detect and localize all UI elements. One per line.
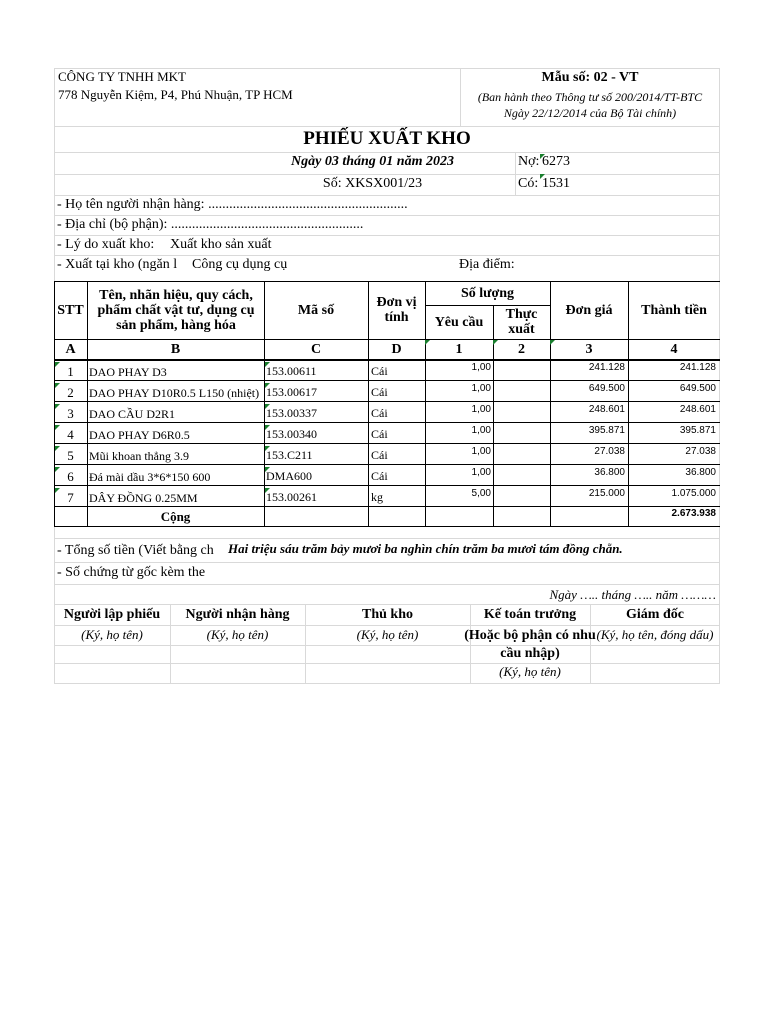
row-stt: 5	[67, 448, 74, 463]
row-item-code: 153.00611	[266, 364, 317, 378]
row-qty-requested: 1,00	[471, 404, 491, 415]
credit-account: 1531	[542, 176, 570, 191]
storekeeper-title: Thủ kho	[362, 607, 413, 622]
row-item-code: DMA600	[266, 469, 313, 483]
row-unit-price: 248.601	[588, 404, 625, 415]
comment-marker	[55, 362, 60, 367]
receiver-note: (Ký, họ tên)	[206, 627, 269, 642]
director-note: (Ký, họ tên, đóng dấu)	[596, 627, 714, 642]
comment-marker	[540, 154, 545, 159]
address-field: - Địa chỉ (bộ phận): .......................................................	[57, 217, 364, 232]
debit-label: Nợ:	[518, 154, 540, 169]
row-amount: 649.500	[679, 383, 716, 394]
col-key: D	[391, 342, 402, 357]
col-header-name: Tên, nhãn hiệu, quy cách, phẩm chất vật tư, dụng cụ sản phẩm, hàng hóa	[97, 287, 255, 333]
receiver-title: Người nhận hàng	[185, 607, 290, 622]
col-key: B	[170, 342, 181, 357]
row-unit-price: 27.038	[594, 446, 625, 457]
accountant-note: (Ký, họ tên)	[499, 664, 561, 679]
amount-words-label: - Tổng số tiền (Viết bằng ch	[57, 543, 214, 558]
row-unit-price: 215.000	[588, 488, 625, 499]
row-stt: 4	[67, 427, 74, 442]
row-unit-price: 36.800	[594, 467, 625, 478]
row-item-name: DAO PHAY D10R0.5 L150 (nhiệt)	[89, 386, 260, 400]
row-item-code: 153.00340	[266, 427, 317, 441]
row-item-name: Đá mài dầu 3*6*150 600	[89, 470, 211, 484]
row-stt: 6	[67, 469, 74, 484]
preparer-title: Người lập phiếu	[63, 607, 161, 622]
form-number: Mẫu số: 02 - VT	[541, 70, 639, 85]
row-amount: 36.800	[685, 467, 716, 478]
comment-marker	[55, 488, 60, 493]
row-qty-requested: 1,00	[471, 467, 491, 478]
row-item-code: 153.00617	[266, 385, 317, 399]
row-item-name: DAO PHAY D6R0.5	[89, 428, 190, 442]
comment-marker	[493, 340, 498, 345]
row-amount: 395.871	[679, 425, 716, 436]
comment-marker	[265, 383, 270, 388]
reason-value: Xuất kho sản xuất	[170, 237, 272, 252]
signature-date-line: Ngày ….. tháng ….. năm ………	[549, 587, 716, 602]
comment-marker	[55, 404, 60, 409]
col-header-unit: Đơn vị tính	[376, 295, 417, 325]
comment-marker	[265, 425, 270, 430]
accountant-subtitle: (Hoặc bộ phận có nhu cầu nhập)	[464, 628, 596, 661]
debit-account: 6273	[542, 154, 570, 169]
location-label: Địa điểm:	[459, 257, 515, 272]
receiver-field: - Họ tên người nhận hàng: .........................................................	[57, 197, 408, 212]
company-name: CÔNG TY TNHH MKT	[58, 69, 186, 84]
page-title: PHIẾU XUẤT KHO	[303, 128, 471, 149]
comment-marker	[55, 467, 60, 472]
row-item-unit: Cái	[371, 385, 388, 399]
col-key: 4	[670, 342, 678, 357]
row-item-unit: Cái	[371, 427, 388, 441]
row-amount: 248.601	[679, 404, 716, 415]
comment-marker	[550, 340, 555, 345]
regulation-line-1: (Ban hành theo Thông tư số 200/2014/TT-BTC	[477, 90, 703, 104]
comment-marker	[540, 174, 545, 179]
row-item-unit: Cái	[371, 448, 388, 462]
comment-marker	[55, 383, 60, 388]
accountant-title: Kế toán trưởng	[483, 607, 577, 622]
row-stt: 3	[67, 406, 74, 421]
storekeeper-note: (Ký, họ tên)	[356, 627, 419, 642]
row-item-code: 153.00261	[266, 490, 317, 504]
col-header-stt: STT	[57, 302, 84, 318]
total-amount: 2.673.938	[671, 508, 716, 519]
document-date: Ngày 03 tháng 01 năm 2023	[291, 154, 454, 169]
row-item-unit: Cái	[371, 364, 388, 378]
row-item-name: DAO PHAY D3	[89, 365, 167, 379]
row-unit-price: 241.128	[588, 362, 625, 373]
row-item-code: 153.C211	[266, 448, 313, 462]
row-qty-requested: 1,00	[471, 425, 491, 436]
comment-marker	[55, 425, 60, 430]
credit-label: Có:	[518, 176, 539, 191]
comment-marker	[265, 446, 270, 451]
comment-marker	[425, 340, 430, 345]
row-item-unit: Cái	[371, 469, 388, 483]
row-qty-requested: 1,00	[471, 383, 491, 394]
col-header-amount: Thành tiền	[641, 302, 707, 318]
preparer-note: (Ký, họ tên)	[81, 627, 143, 642]
row-amount: 27.038	[685, 446, 716, 457]
row-amount: 241.128	[679, 362, 716, 373]
col-key: 1	[455, 342, 463, 357]
col-header-code: Mã số	[297, 302, 335, 318]
row-qty-requested: 1,00	[471, 446, 491, 457]
director-title: Giám đốc	[626, 607, 684, 622]
col-header-unit-price: Đơn giá	[565, 302, 613, 318]
row-qty-requested: 5,00	[471, 488, 491, 499]
col-header-quantity: Số lượng	[460, 285, 515, 301]
company-address: 778 Nguyễn Kiệm, P4, Phú Nhuận, TP HCM	[58, 87, 293, 102]
attached-docs-label: - Số chứng từ gốc kèm the	[57, 565, 206, 580]
col-key: 2	[518, 342, 525, 357]
regulation-line-2: Ngày 22/12/2014 của Bộ Tài chính)	[503, 106, 677, 120]
row-item-code: 153.00337	[266, 406, 317, 420]
row-stt: 7	[67, 490, 74, 505]
col-key: A	[65, 342, 76, 357]
row-unit-price: 395.871	[588, 425, 625, 436]
row-qty-requested: 1,00	[471, 362, 491, 373]
warehouse-label: - Xuất tại kho (ngăn l	[57, 257, 178, 272]
comment-marker	[265, 467, 270, 472]
row-item-name: Mũi khoan thẳng 3.9	[89, 449, 189, 463]
reason-label: - Lý do xuất kho:	[57, 237, 155, 252]
row-item-unit: Cái	[371, 406, 388, 420]
comment-marker	[265, 404, 270, 409]
total-label: Cộng	[160, 509, 191, 524]
row-item-name: DÂY ĐỒNG 0.25MM	[89, 491, 198, 505]
col-key: 3	[585, 342, 593, 357]
comment-marker	[265, 362, 270, 367]
col-header-actual: Thực xuất	[505, 307, 538, 337]
row-amount: 1.075.000	[671, 488, 716, 499]
row-item-unit: kg	[371, 490, 383, 504]
row-unit-price: 649.500	[588, 383, 625, 394]
document-number: Số: XKSX001/23	[322, 176, 423, 191]
comment-marker	[265, 488, 270, 493]
warehouse-value: Công cụ dụng cụ	[192, 257, 288, 272]
row-item-name: DAO CẦU D2R1	[89, 407, 176, 421]
comment-marker	[55, 446, 60, 451]
amount-in-words: Hai triệu sáu trăm bảy mươi ba nghìn chín trăm ba mươi tám đồng chẵn.	[228, 541, 623, 556]
col-key: C	[310, 342, 322, 357]
row-stt: 2	[67, 385, 74, 400]
row-stt: 1	[67, 364, 74, 379]
col-header-requested: Yêu cầu	[434, 314, 484, 330]
